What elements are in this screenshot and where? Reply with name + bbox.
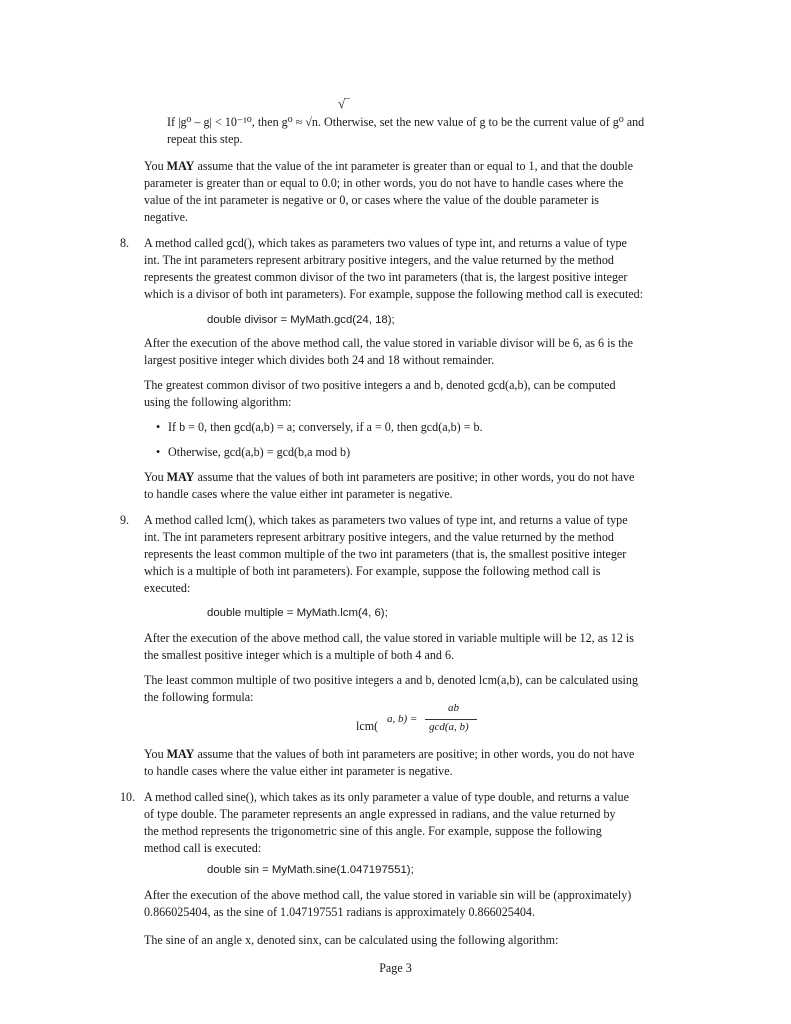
item9-formula-intro: [144, 672, 699, 706]
text-line: which is a divisor of both int parameters). For example, suppose the following method call is executed:: [144, 287, 644, 301]
condition-line-1: If |g⁰ – g| < 10⁻¹⁰, then g⁰ ≈ √n. Otherwise, set the new value of g to be the current value of g⁰ and: [167, 115, 645, 129]
gcd-rule-2: Otherwise, gcd(a,b) = gcd(b,a mod b): [168, 445, 351, 459]
text-line: A method called sine(), which takes as its only parameter a value of type double, and returns a value: [144, 790, 629, 804]
text-line: After the execution of the above method call, the value stored in variable multiple will be 12, as 12 is: [144, 631, 634, 645]
gcd-rule-1: If b = 0, then gcd(a,b) = a; conversely, if a = 0, then gcd(a,b) = b.: [168, 420, 483, 434]
text-line: After the execution of the above method call, the value stored in variable divisor will be 6, as 6 is the: [144, 336, 633, 350]
lcm-formula-numerator: ab: [448, 702, 459, 714]
assumption-line: to handle cases where the value either int parameter is negative.: [144, 487, 453, 501]
assumption-line: You MAY assume that the value of the int parameter is greater than or equal to 1, and that the double: [144, 159, 634, 173]
text-line: using the following algorithm:: [144, 395, 292, 409]
text-line: The greatest common divisor of two positive integers a and b, denoted gcd(a,b), can be computed: [144, 378, 616, 392]
text-line: the smallest positive integer which is a multiple of both 4 and 6.: [144, 648, 455, 662]
text-line: executed:: [144, 581, 191, 595]
assumption-line: negative.: [144, 210, 188, 224]
lcm-formula-denominator: gcd(a, b): [429, 721, 469, 733]
assumption-line: value of the int parameter is negative or 0, or cases where the value of the double parameter is: [144, 193, 600, 207]
lcm-formula-lhs: lcm(: [356, 719, 379, 733]
item8-algorithm-intro: [144, 377, 699, 411]
convergence-condition: [167, 114, 699, 148]
item8-description: [144, 235, 699, 303]
bullet-icon: •: [156, 420, 161, 434]
page-number: Page 3: [379, 961, 412, 975]
code-example-gcd: double divisor = MyMath.gcd(24, 18);: [207, 314, 395, 326]
text-line: The least common multiple of two positive integers a and b, denoted lcm(a,b), can be calculated using: [144, 673, 639, 687]
text-line: int. The int parameters represent arbitrary positive integers, and the value returned by the method: [144, 530, 614, 544]
assumption-paragraph-item7: [144, 158, 699, 226]
item-number-9: 9.: [120, 513, 130, 527]
item10-algorithm-intro: The sine of an angle x, denoted sinx, can be calculated using the following algorithm:: [144, 933, 559, 947]
condition-line-2: repeat this step.: [167, 132, 243, 146]
text-line: represents the least common multiple of the two int parameters (that is, the smallest positive integer: [144, 547, 627, 561]
text-line: largest positive integer which divides both 24 and 18 without remainder.: [144, 353, 495, 367]
text-line: which is a multiple of both int parameters). For example, suppose the following method call is: [144, 564, 601, 578]
text-line: method call is executed:: [144, 841, 262, 855]
text-line: 0.866025404, as the sine of 1.047197551 radians is approximately 0.866025404.: [144, 905, 535, 919]
text-line: A method called gcd(), which takes as parameters two values of type int, and returns a value of type: [144, 236, 627, 250]
assumption-paragraph-item8: [144, 469, 699, 503]
assumption-paragraph-item9: [144, 746, 699, 780]
text-line: int. The int parameters represent arbitrary positive integers, and the value returned by the method: [144, 253, 614, 267]
text-line: A method called lcm(), which takes as parameters two values of type int, and returns a value of type: [144, 513, 628, 527]
assumption-line: You MAY assume that the values of both int parameters are positive; in other words, you do not have: [144, 470, 635, 484]
text-line: of type double. The parameter represents an angle expressed in radians, and the value returned by: [144, 807, 616, 821]
code-example-lcm: double multiple = MyMath.lcm(4, 6);: [207, 607, 388, 619]
text-line: the method represents the trigonometric sine of this angle. For example, suppose the following: [144, 824, 602, 838]
text-line: After the execution of the above method call, the value stored in variable sin will be (approximately): [144, 888, 632, 902]
fraction-bar: [425, 719, 477, 720]
item10-description: [144, 789, 699, 857]
assumption-line: You MAY assume that the values of both int parameters are positive; in other words, you do not have: [144, 747, 635, 761]
text-line: represents the greatest common divisor of the two int parameters (that is, the largest positive integer: [144, 270, 628, 284]
item-number-8: 8.: [120, 236, 130, 250]
assumption-line: to handle cases where the value either int parameter is negative.: [144, 764, 453, 778]
item9-result: [144, 630, 699, 664]
assumption-line: parameter is greater than or equal to 0.0; in other words, you do not have to handle cases where the: [144, 176, 624, 190]
item-number-10: 10.: [120, 790, 136, 804]
item9-description: [144, 512, 699, 597]
text-line: the following formula:: [144, 690, 254, 704]
sqrt-symbol: √‾: [338, 96, 350, 111]
item10-result: [144, 887, 699, 921]
item8-result: [144, 335, 699, 369]
code-example-sine: double sin = MyMath.sine(1.047197551);: [207, 864, 414, 876]
lcm-formula-args: a, b) =: [387, 713, 418, 725]
bullet-icon: •: [156, 445, 161, 459]
